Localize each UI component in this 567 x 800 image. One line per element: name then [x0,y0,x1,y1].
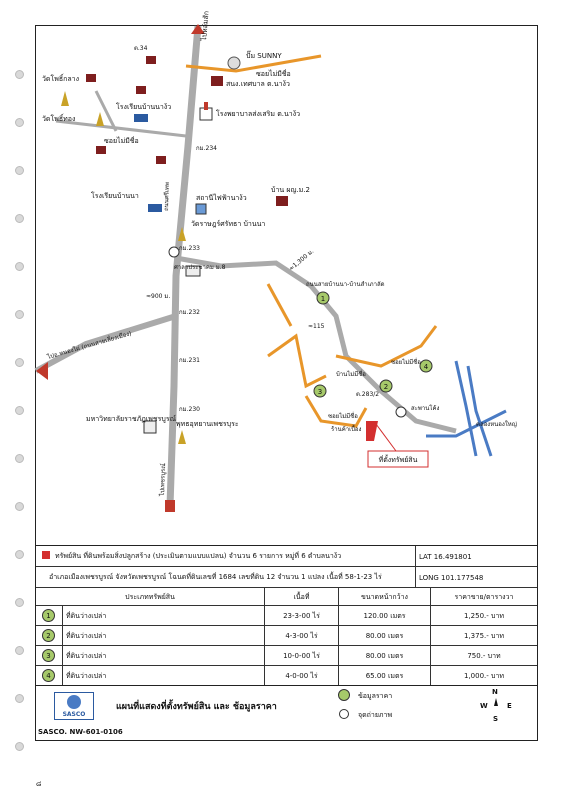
temple-s-icon [178,430,186,444]
temple-n-icon [61,91,69,106]
row-type: ที่ดินว่างเปล่า [62,626,264,646]
building-temple-n [86,74,96,82]
row-area: 4-3-00 ไร่ [264,626,338,646]
row-price: 1,250.- บาท [430,606,537,626]
road-south-label: ไปเพชรบูรณ์ [159,463,168,497]
price-marker-4-label: 4 [423,363,429,371]
lane-label-4: ซอยไม่มีชื่อ [328,413,358,420]
header-type: ประเภททรัพย์สิน [125,592,175,601]
school1-label: โรงเรียนบ้านนาง้ว [116,103,172,111]
row-width: 65.00 เมตร [338,666,430,686]
km234-label: กม.234 [196,145,217,152]
arrow-south-icon [165,500,175,512]
compass-rose-icon [476,688,516,724]
row-type: ที่ดินว่างเปล่า [62,666,264,686]
info-subtitle: อำเภอเมืองเพชรบูรณ์ จังหวัดเพชรบูรณ์ โฉนดที่ดินเลขที่ 1684 เลขที่ดิน 12 จำนวน 1 แปลง เนื้อที่ 58-1-23 ไร่ [49,573,382,581]
row-number-badge: 3 [42,649,55,662]
hospital-cross-icon [204,102,208,110]
footer-title: แผนที่แสดงที่ตั้งทรัพย์สิน และ ช้อมูลราคา [116,702,277,712]
lane-label-1: ซอยไม่มีชื่อ [256,70,291,78]
table-row [36,605,537,626]
table-row [36,625,537,646]
lane-orange-3 [336,326,436,366]
shop-label: ร้านค้าเบื้อง [331,426,362,433]
legend-photo-label: จุดถ่ายภาพ [358,711,393,719]
stream-label: คลองหนองใหญ่ [476,421,517,428]
stream-2 [468,366,491,456]
legend-photo-icon [339,709,349,719]
price-marker-2-label: 2 [383,383,389,391]
road-west-label: ไปอ.หนองไผ่ (ถนนสายเลี่ยงเมือง) [46,330,133,361]
compass-e: E [507,702,512,710]
bridge-label: สะพานโค้ง [411,405,440,412]
row-number-badge: 1 [42,609,55,622]
school2-flag-icon [148,204,162,212]
table-row [36,665,537,686]
photo-point-1-icon [169,247,179,257]
table-row [36,645,537,666]
road-north-lane [56,121,186,136]
info-title: ทรัพย์สิน ที่ดินพร้อมสิ่งปลูกสร้าง (ประเมินตามแบบแปลน) จำนวน 6 รายการ หมู่ที่ 6 ตำบลนาง้ว [55,552,342,560]
lane-orange-1 [268,284,291,326]
village-house-label: บ้านไม่มีชื่อ [336,371,366,378]
station-label: สถานีไฟฟ้านาง้ว [196,194,247,202]
row-type: ที่ดินว่างเปล่า [62,646,264,666]
lat-value: LAT 16.491801 [415,546,537,567]
lane-orange-4 [306,396,366,426]
gas-station-icon [228,57,240,69]
photo-point-2-icon [396,407,406,417]
lane-label-3: ซอยไม่มีชื่อ [391,359,421,366]
office-label: สนง.เทศบาล ต.นาง้ว [226,80,290,88]
km34-label: ต.34 [134,45,148,52]
document-reference: SASCO. NW-601-0106 [38,728,123,736]
stream-1 [456,361,476,456]
university-label: มหาวิทยาลัยราชภัฏเพชรบูรณ์ [86,415,177,423]
headman-house-icon [276,196,288,206]
school-office-label: ศาลาประชาคม ม.8 [174,264,226,271]
village-road-label: ถนนสายบ้านนา-บ้านสำเภาลัด [306,281,385,288]
compass-s: S [493,715,499,723]
price-marker-1-label: 1 [320,295,326,303]
header-area: เนื้อที่ [264,588,338,606]
km230-label: กม.230 [179,406,200,413]
compass-n: N [492,688,498,696]
row-width: 120.00 เมตร [338,606,430,626]
headman-label: บ้าน ผญ.ม.2 [271,186,310,194]
row-area: 23-3-00 ไร่ [264,606,338,626]
temple-s-label: พุทธอุทยานเพชรบุระ [176,420,239,428]
info-title-row [36,545,537,567]
lane-label-2: ซอยไม่มีชื่อ [104,137,139,145]
building-1 [146,56,156,64]
school1-flag-icon [134,114,148,122]
temple-n2-icon [96,112,104,126]
row-price: 750.- บาท [430,646,537,666]
table-header [36,587,537,606]
road-north-label: ไปหล่มสัก [200,10,211,42]
school2-label: โรงเรียนบ้านนา [91,192,139,200]
footer-band [36,685,537,727]
dist3-label: ≈115 [308,323,325,330]
location-map[interactable] [36,10,537,544]
station-icon [196,204,206,214]
office-icon [211,76,223,86]
compass-needle-icon [494,698,498,706]
temple-n2-label: วัดโพธิ์ทอง [42,115,76,123]
temple-mid-label: วัดราษฎร์ศรัทธา บ้านนา [191,220,266,228]
km233-label: กม.233 [179,245,200,252]
km231-label: กม.231 [179,357,200,364]
target-pointer [376,424,396,451]
dist2-label: ≈1,300 ม. [287,247,316,273]
row-number-badge: 2 [42,629,55,642]
lane-orange-2 [268,336,326,386]
row-area: 10-0-00 ไร่ [264,646,338,666]
row-area: 4-0-00 ไร่ [264,666,338,686]
target-label: ที่ตั้งทรัพย์สิน [378,456,418,464]
info-subtitle-row [36,566,537,588]
row-width: 80.00 เมตร [338,626,430,646]
long-value: LONG 101.177548 [415,567,537,588]
row-width: 80.00 เมตร [338,646,430,666]
page-mark: ๘ [36,780,42,788]
header-width: ขนาดหน้ากว้าง [338,588,430,606]
km232-label: กม.232 [179,309,200,316]
temple-n-label: วัดโพธิ์กลาง [42,75,79,83]
row-price: 1,000.- บาท [430,666,537,686]
gas-label: ปั๊ม SUNNY [246,52,282,60]
building-4 [156,156,166,164]
row-price: 1,375.- บาท [430,626,537,646]
sasco-logo [54,692,94,720]
legend-price-icon [338,689,350,701]
hospital-label: โรงพยาบาลส่งเสริม ต.นาง้ว [216,110,301,118]
dist1-label: ≈900 ม. [146,293,171,300]
building-3 [96,146,106,154]
logo-text: SASCO [62,711,86,718]
road-nr-label: ถนนศรีเทพ [163,182,172,212]
price-marker-3-label: 3 [317,388,323,396]
property-color-swatch [42,551,50,559]
building-2 [136,86,146,94]
legend-price-label: ข้อมูลราคา [358,692,393,700]
row-number-badge: 4 [42,669,55,682]
logo-globe-icon [67,695,81,709]
code-label: ต.283/2 [356,391,380,398]
compass-w: W [480,702,488,710]
row-type: ที่ดินว่างเปล่า [62,606,264,626]
header-price: ราคาขาย/ตารางวา [430,588,537,606]
